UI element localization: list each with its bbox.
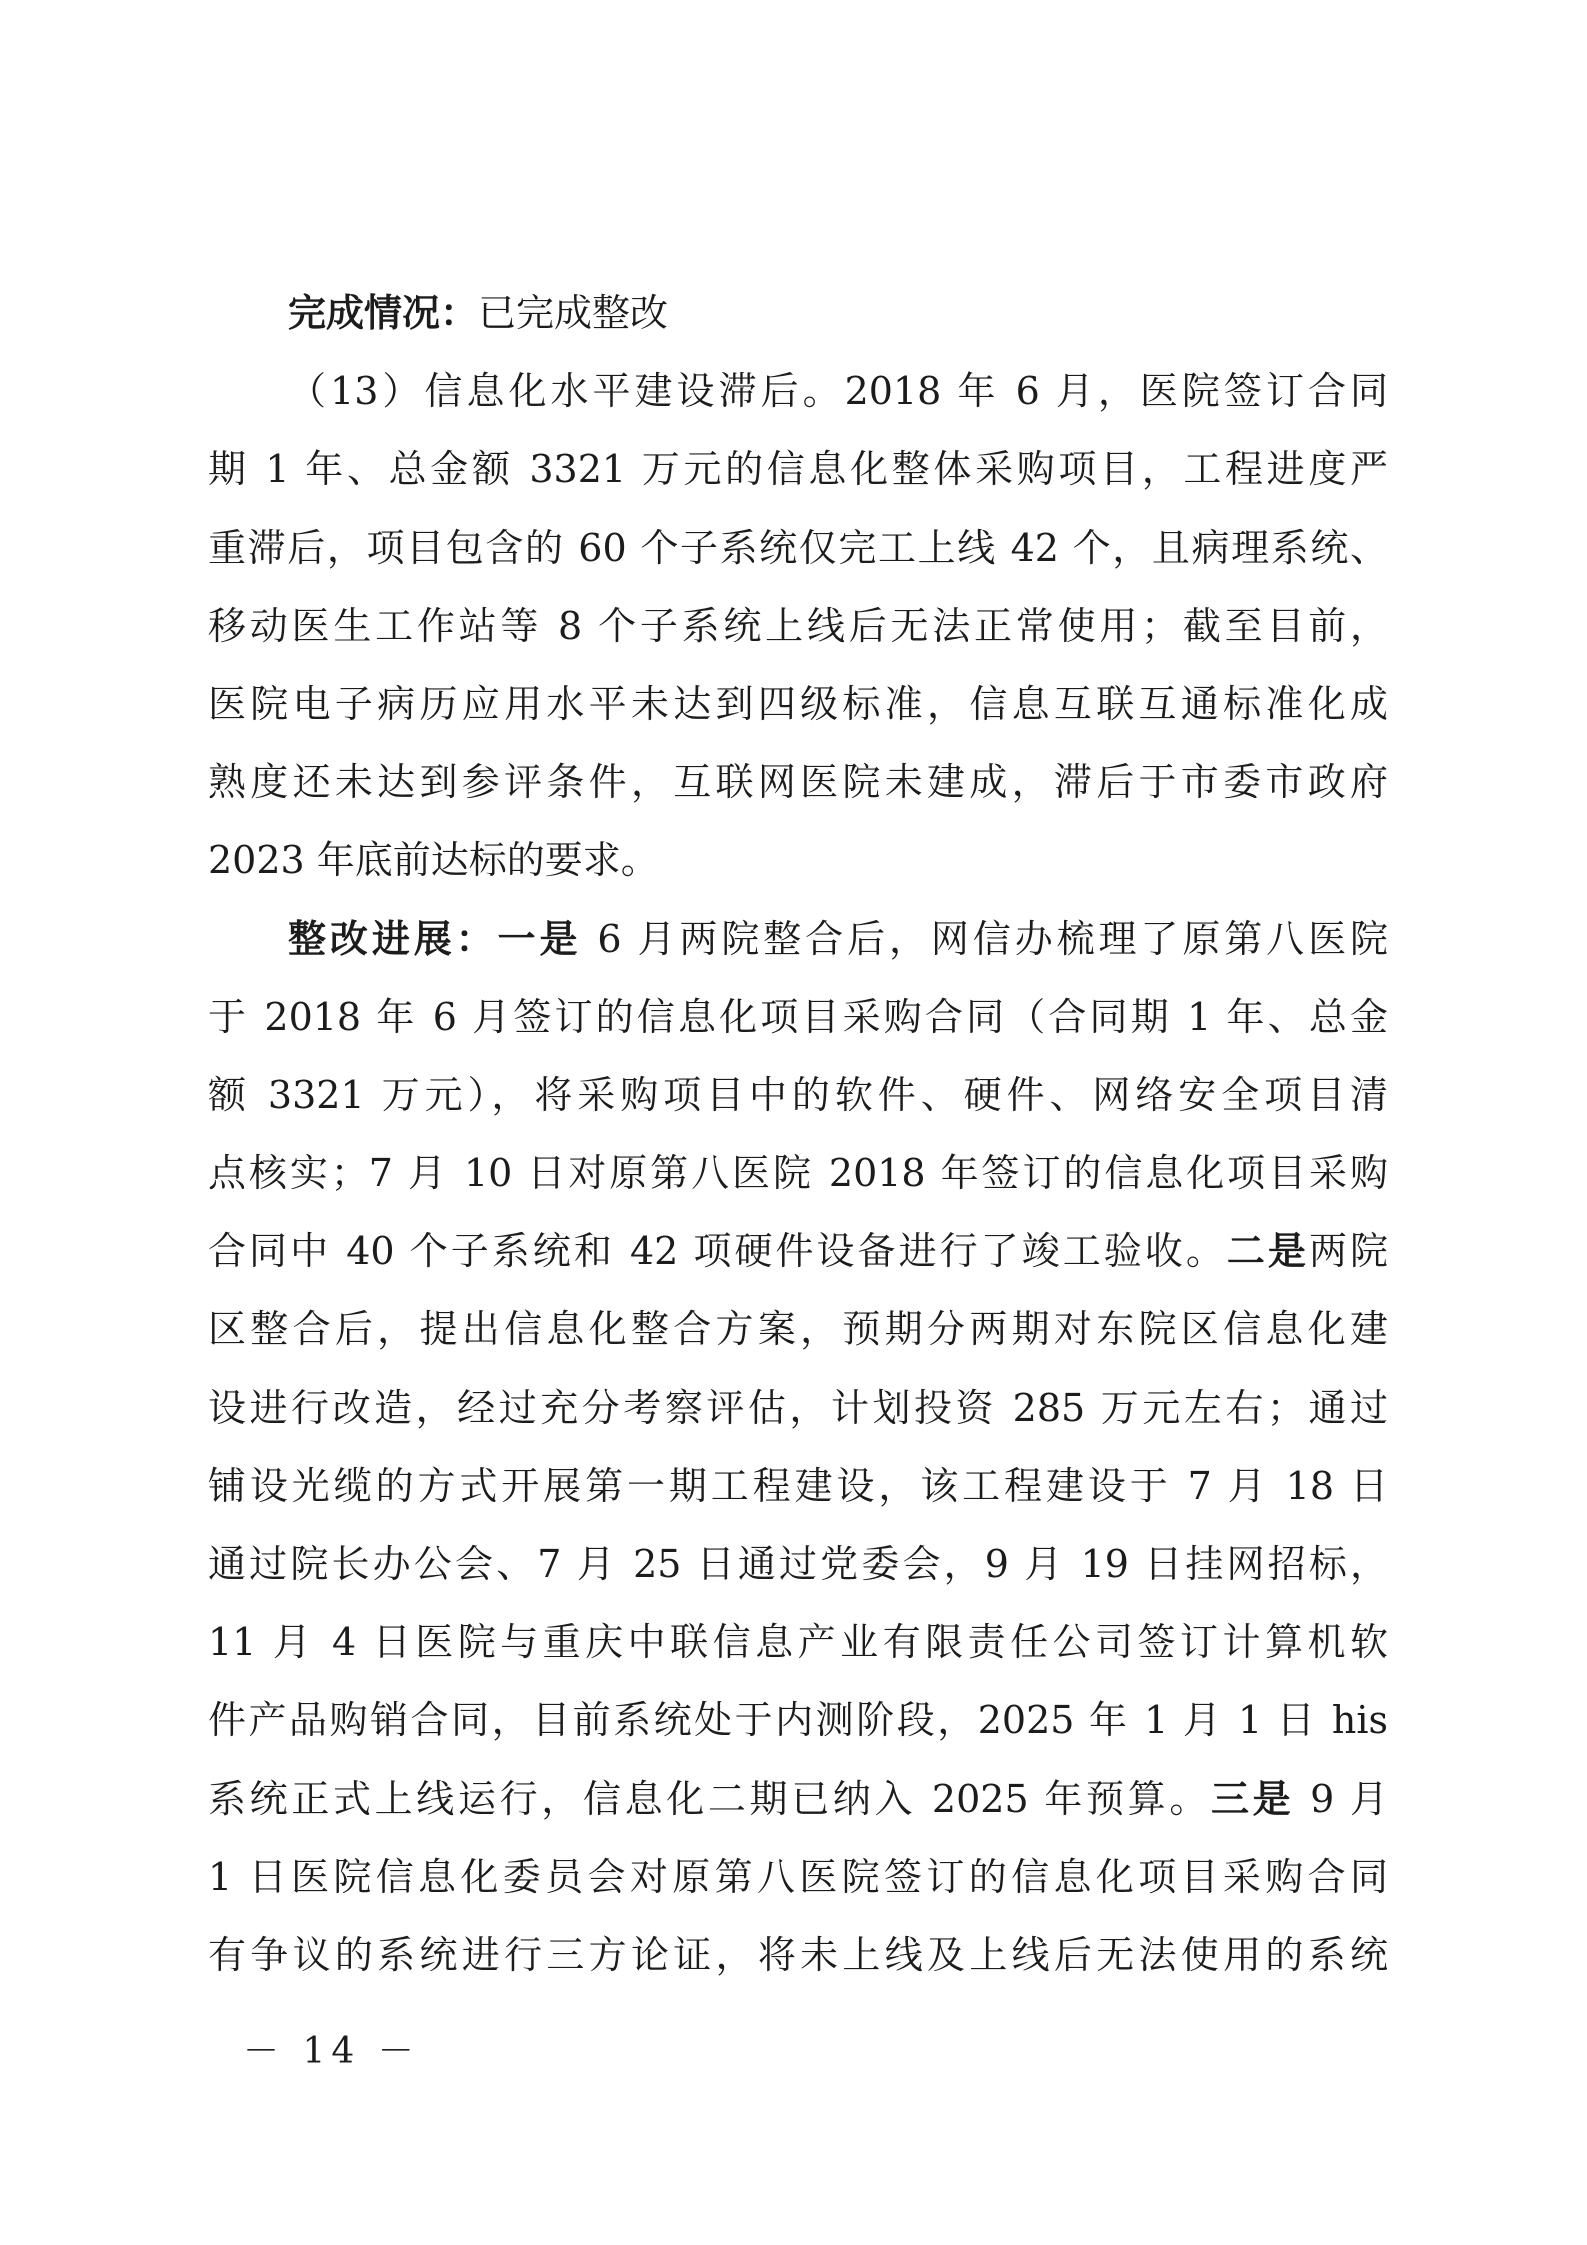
body-text — [208, 274, 1388, 1994]
progress-line: 11 月 4 日医院与重庆中联信息产业有限责任公司签订计算机软 — [208, 1620, 1388, 1665]
status-line — [208, 274, 1388, 352]
issue-line: 熟度还未达到参评条件，互联网医院未建成，滞后于市委市政府 — [208, 760, 1388, 805]
progress-text: 6 月两院整合后，网信办梳理了原第八医院 — [581, 916, 1388, 961]
progress-line: 铺设光缆的方式开展第一期工程建设，该工程建设于 7 月 18 日 — [208, 1463, 1388, 1508]
progress-line: 点核实；7 月 10 日对原第八医院 2018 年签订的信息化项目采购 — [208, 1151, 1388, 1196]
issue-line: 移动医生工作站等 8 个子系统上线后无法正常使用；截至目前， — [208, 603, 1388, 648]
second-item-marker: 二是 — [1226, 1229, 1309, 1274]
progress-line: 件产品购销合同，目前系统处于内测阶段，2025 年 1 月 1 日 his — [208, 1698, 1388, 1743]
progress-line: 通过院长办公会、7 月 25 日通过党委会，9 月 19 日挂网招标， — [208, 1542, 1388, 1586]
first-item-marker: 一是 — [497, 916, 582, 961]
issue-line: 期 1 年、总金额 3321 万元的信息化整体采购项目，工程进度严 — [208, 447, 1388, 492]
progress-line: 于 2018 年 6 月签订的信息化项目采购合同（合同期 1 年、总金 — [208, 994, 1388, 1039]
issue-line: 2023 年底前达标的要求。 — [208, 838, 659, 883]
page-number: － 14 － — [243, 2031, 420, 2072]
progress-text: 两院 — [1308, 1229, 1388, 1274]
issue-line: 医院电子病历应用水平未达到四级标准，信息互联互通标准化成 — [208, 681, 1388, 726]
progress-text: 合同中 40 个子系统和 42 项硬件设备进行了竣工验收。 — [208, 1229, 1227, 1274]
issue-line: （13）信息化水平建设滞后。2018 年 6 月，医院签订合同 — [288, 369, 1388, 414]
issue-line: 重滞后，项目包含的 60 个子系统仅完工上线 42 个，且病理系统、 — [208, 525, 1388, 570]
progress-line — [208, 1760, 1388, 1838]
status-value: 已完成整改 — [478, 291, 669, 335]
progress-line — [208, 900, 1388, 978]
status-label: 完成情况： — [288, 291, 479, 335]
third-item-marker: 三是 — [1211, 1776, 1295, 1821]
progress-line: 1 日医院信息化委员会对原第八医院签订的信息化项目采购合同 — [208, 1854, 1388, 1899]
progress-line: 区整合后，提出信息化整合方案，预期分两期对东院区信息化建 — [208, 1307, 1388, 1352]
progress-line: 有争议的系统进行三方论证，将未上线及上线后无法使用的系统 — [208, 1932, 1388, 1977]
progress-text: 系统正式上线运行，信息化二期已纳入 2025 年预算。 — [208, 1776, 1212, 1821]
progress-line: 设进行改造，经过充分考察评估，计划投资 285 万元左右；通过 — [208, 1385, 1388, 1430]
progress-line — [208, 1212, 1388, 1290]
progress-line: 额 3321 万元），将采购项目中的软件、硬件、网络安全项目清 — [208, 1072, 1388, 1117]
progress-text: 9 月 — [1294, 1776, 1388, 1821]
progress-label: 整改进展： — [288, 916, 498, 961]
